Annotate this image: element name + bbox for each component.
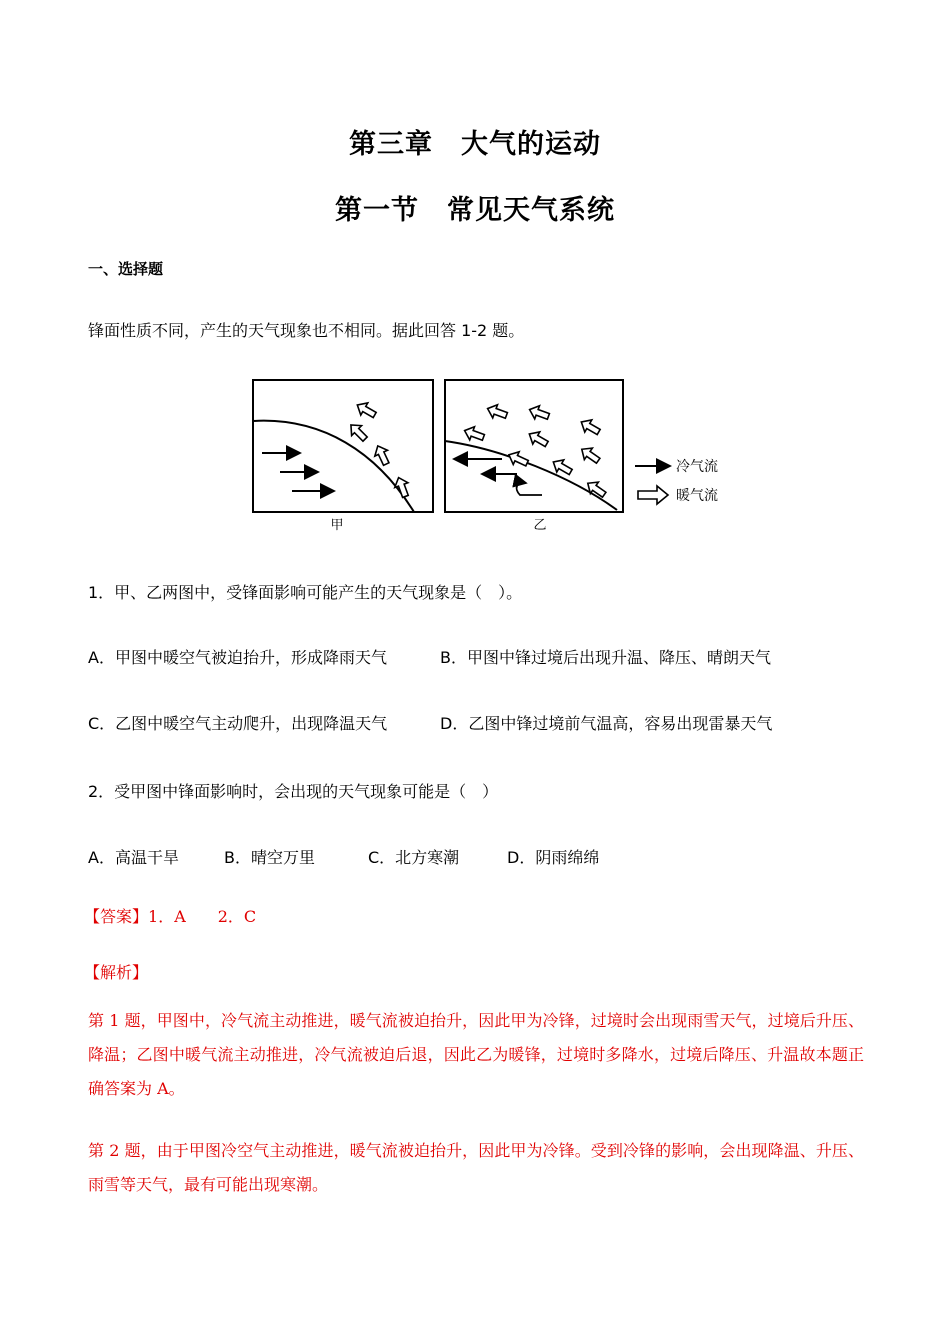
answer-line — [84, 904, 256, 927]
label-jia: 甲 — [330, 518, 344, 533]
analysis-tag: 【解析】 — [84, 963, 149, 982]
label-yi: 乙 — [533, 518, 547, 533]
legend-cold-label: 冷气流 — [676, 459, 718, 475]
section-title — [0, 188, 950, 227]
section-number: 第一节 — [335, 195, 419, 226]
cold-arrows-jia — [262, 453, 334, 491]
front-diagram — [252, 377, 732, 535]
chapter-name: 大气的运动 — [461, 129, 601, 160]
chapter-title — [0, 122, 950, 161]
q1-option-a: A．甲图中暖空气被迫抬升，形成降雨天气 — [88, 648, 387, 667]
answer-value: 1．A 2．C — [148, 907, 257, 926]
cold-arrows-yi — [454, 459, 517, 474]
answer-tag: 【答案】 — [84, 907, 149, 926]
legend-warm-label: 暖气流 — [676, 488, 718, 504]
legend — [635, 458, 718, 504]
warm-arrows-yi — [462, 402, 608, 500]
analysis-paragraph-2: 第 2 题，由于甲图冷空气主动推进，暖气流被迫抬升，因此甲为冷锋。受到冷锋的影响，会出现降温、升压、雨雪等天气，最有可能出现寒潮。 — [88, 1141, 864, 1194]
q2-option-a: A．高温干旱 — [88, 848, 179, 867]
intro-text: 锋面性质不同，产生的天气现象也不相同。据此回答 1-2 题。 — [88, 321, 525, 340]
q2-option-c: C．北方寒潮 — [368, 848, 460, 867]
cold-eddy-arrow — [517, 483, 542, 495]
q1-option-c: C．乙图中暖空气主动爬升，出现降温天气 — [88, 714, 388, 733]
q1-option-b: B．甲图中锋过境后出现升温、降压、晴朗天气 — [440, 648, 771, 667]
q2-option-d: D．阴雨绵绵 — [507, 848, 600, 867]
part-heading: 一、选择题 — [88, 260, 164, 278]
section-name: 常见天气系统 — [447, 195, 615, 226]
cold-front-line — [253, 421, 414, 512]
question-2-stem: 2．受甲图中锋面影响时，会出现的天气现象可能是（ ） — [88, 782, 499, 801]
analysis-paragraph-1: 第 1 题，甲图中，冷气流主动推进，暖气流被迫抬升，因此甲为冷锋，过境时会出现雨雪天气，过境后升压、降温；乙图中暖气流主动推进，冷气流被迫后退，因此乙为暖锋，过境时多降水，过境后降压、升温故本题正确答案为 A。 — [88, 1011, 864, 1098]
q1-option-d: D．乙图中锋过境前气温高，容易出现雷暴天气 — [440, 714, 773, 733]
legend-warm-arrow — [638, 486, 668, 504]
q2-option-b: B．晴空万里 — [224, 848, 315, 867]
chapter-number: 第三章 — [349, 129, 433, 160]
question-1-stem: 1．甲、乙两图中，受锋面影响可能产生的天气现象是（ ）。 — [88, 583, 523, 602]
